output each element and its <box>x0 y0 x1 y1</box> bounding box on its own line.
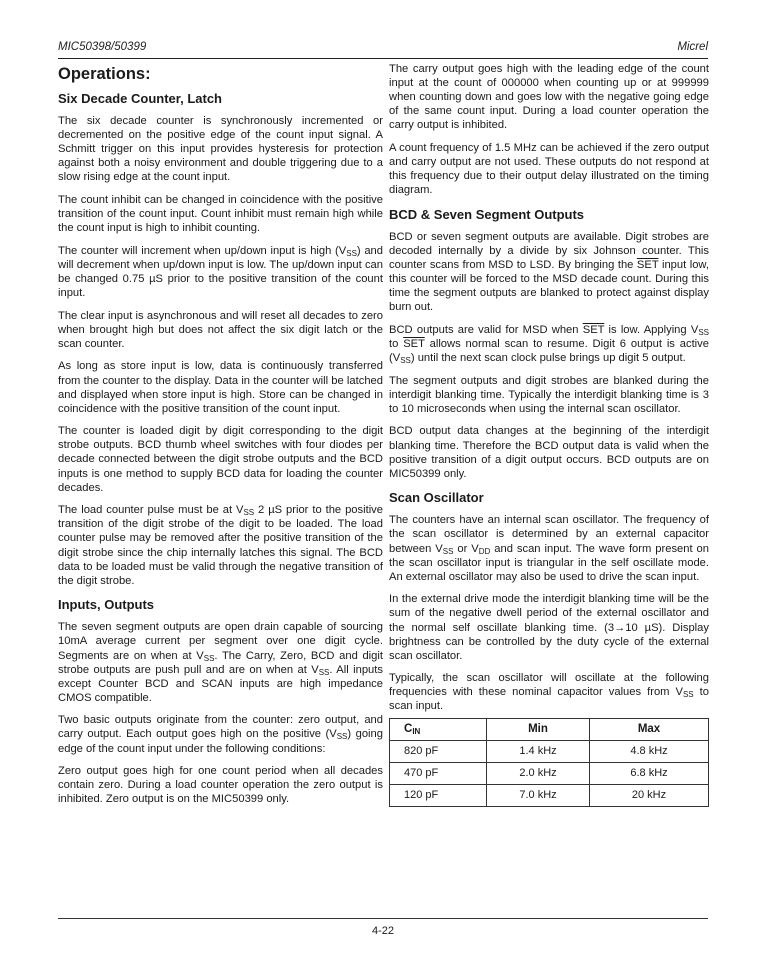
table-row <box>390 762 709 784</box>
paragraph: Zero output goes high for one count period when all decades contain zero. During a load counter operation the zero output is inhibited. Zero output is on the MIC50399 only. <box>58 765 383 806</box>
paragraph: The counter is loaded digit by digit corresponding to the digit strobe outputs. BCD thumb wheel switches with four diodes per decade connected between the digit strobe outputs and the BCD inputs is one method to supply BCD data for loading the counter decades. <box>58 425 383 494</box>
cell-max: 4.8 kHz <box>590 740 709 762</box>
section-heading-inputs-outputs: Inputs, Outputs <box>58 597 155 613</box>
column-header-min: Min <box>487 718 590 740</box>
paragraph: The segment outputs and digit strobes are blanked during the interdigit blanking time. Typically the interdigit blanking time is 3 to 10 microseconds when using the internal scan oscillator. <box>389 374 709 415</box>
paragraph: In the external drive mode the interdigit blanking time will be the sum of the negative dwell period of the external oscillator and the normal self oscillate blanking time. (3→10 µS). Display brightness can be controlled by the duty cycle of the external scan oscillator. <box>389 593 709 662</box>
table-header-row <box>390 718 709 740</box>
paragraph: The carry output goes high with the leading edge of the count input at the count of 000000 when counting up or at 999999 when counting down and goes low with the negative going edge of the same count input. During a load counter operation the carry output is inhibited. <box>389 63 709 132</box>
column-header-max: Max <box>590 718 709 740</box>
paragraph: BCD or seven segment outputs are available. Digit strobes are decoded internally by a divide by six Johnson counter. This counter scans from MSD to LSD. By bringing the $\overline{SET}$ input low, this counter will be forced to the MSD decade count. During this time the segment outputs are blanked to protect against display burn out. <box>389 230 709 314</box>
paragraph: As long as store input is low, data is continuously transferred from the counter to the display. Data in the counter will be latched and displayed when store input is high. Store can be changed in coincidence with the positive transition of the count input. <box>58 360 383 415</box>
paragraph: Typically, the scan oscillator will oscillate at the following frequencies with these nominal capacitor values from $V_{SS}$ to scan input. <box>389 672 709 713</box>
company-name: Micrel <box>677 41 708 53</box>
column-header-cin: $C_{IN}$ <box>390 718 487 740</box>
paragraph: BCD outputs are valid for MSD when $\overline{SET}$ is low. Applying $V_{SS}$ to $\overline{SET}$ allows normal scan to resume. Digit 6 output is active $(V_{SS})$ until the next scan clock pulse brings up digit 5 output. <box>389 323 709 366</box>
cell-max: 20 kHz <box>590 784 709 806</box>
page-number: 4-22 <box>371 925 395 937</box>
table-row <box>390 784 709 806</box>
cell-min: 7.0 kHz <box>487 784 590 806</box>
capacitor-frequency-table <box>389 718 709 807</box>
cell-min: 1.4 kHz <box>487 740 590 762</box>
right-column <box>389 62 709 807</box>
paragraph: A count frequency of 1.5 MHz can be achieved if the zero output and carry output are not used. These outputs do not respond at this frequency due to their output delay illustrated on the timing diagram. <box>389 141 709 197</box>
paragraph: The count inhibit can be changed in coincidence with the positive transition of the count input. Count inhibit must remain high while the count input is high to inhibit counting. <box>58 193 383 235</box>
paragraph: The load counter pulse must be at $V_{SS}$ 2 µS prior to the positive transition of the digit strobe of the digit to be loaded. The load counter pulse may be removed after the positive transition of the digit strobe since the chip internally latches this signal. The BCD data to be loaded must be valid through the negative transition of the digit strobe. <box>58 504 383 587</box>
table-row <box>390 740 709 762</box>
left-column <box>58 62 383 815</box>
paragraph: The counters have an internal scan oscillator. The frequency of the scan oscillator is determined by an external capacitor between $V_{SS}$ or $V_{DD}$ and scan input. The wave form present on the scan oscillator input is triangular in the self oscillate mode. An external oscillator may also be used to drive the scan input. <box>389 514 709 583</box>
section-heading-counter-latch: Six Decade Counter, Latch <box>58 91 222 106</box>
cell-capacitance: 470 pF <box>390 762 487 784</box>
cell-min: 2.0 kHz <box>487 762 590 784</box>
cell-capacitance: 820 pF <box>390 740 487 762</box>
section-heading-bcd-outputs: BCD & Seven Segment Outputs <box>389 206 585 222</box>
cell-capacitance: 120 pF <box>390 784 487 806</box>
cell-max: 6.8 kHz <box>590 762 709 784</box>
paragraph: The six decade counter is synchronously incremented or decremented on the positive edge of the count input signal. A Schmitt trigger on this input provides hysteresis for protection against both a noisy environment and double triggering due to a slow rising edge at the count input. <box>58 115 383 184</box>
paragraph: BCD output data changes at the beginning of the interdigit blanking time. Therefore the BCD output data is valid when the positive transition of a digit output occurs. BCD outputs are on MIC50399 only. <box>389 425 709 480</box>
paragraph: The counter will increment when up/down input is high $(V_{SS})$ and will decrement when up/down input is low. The up/down input can be changed 0.75 µS prior to the positive transition of the count input. <box>58 244 383 300</box>
page-title: Operations: <box>58 65 151 83</box>
paragraph: Two basic outputs originate from the counter: zero output, and carry output. Each output goes high on the positive $(V_{SS})$ going edge of the count input under the following conditions: <box>58 714 383 755</box>
paragraph: The seven segment outputs are open drain capable of sourcing 10mA average current per segment over one digit cycle. Segments are on when at $V_{SS}$. The Carry, Zero, BCD and digit strobe outputs are push pull and are on when at $V_{SS}$. All inputs except Counter BCD and SCAN inputs are high impedance CMOS compatible. <box>58 621 383 704</box>
page-footer <box>58 918 708 937</box>
part-number: MIC50398/50399 <box>58 41 147 53</box>
paragraph: The clear input is asynchronous and will reset all decades to zero when brought high but does not affect the six digit latch or the scan counter. <box>58 309 383 350</box>
page-header <box>58 40 708 59</box>
section-heading-scan-oscillator: Scan Oscillator <box>389 490 484 506</box>
